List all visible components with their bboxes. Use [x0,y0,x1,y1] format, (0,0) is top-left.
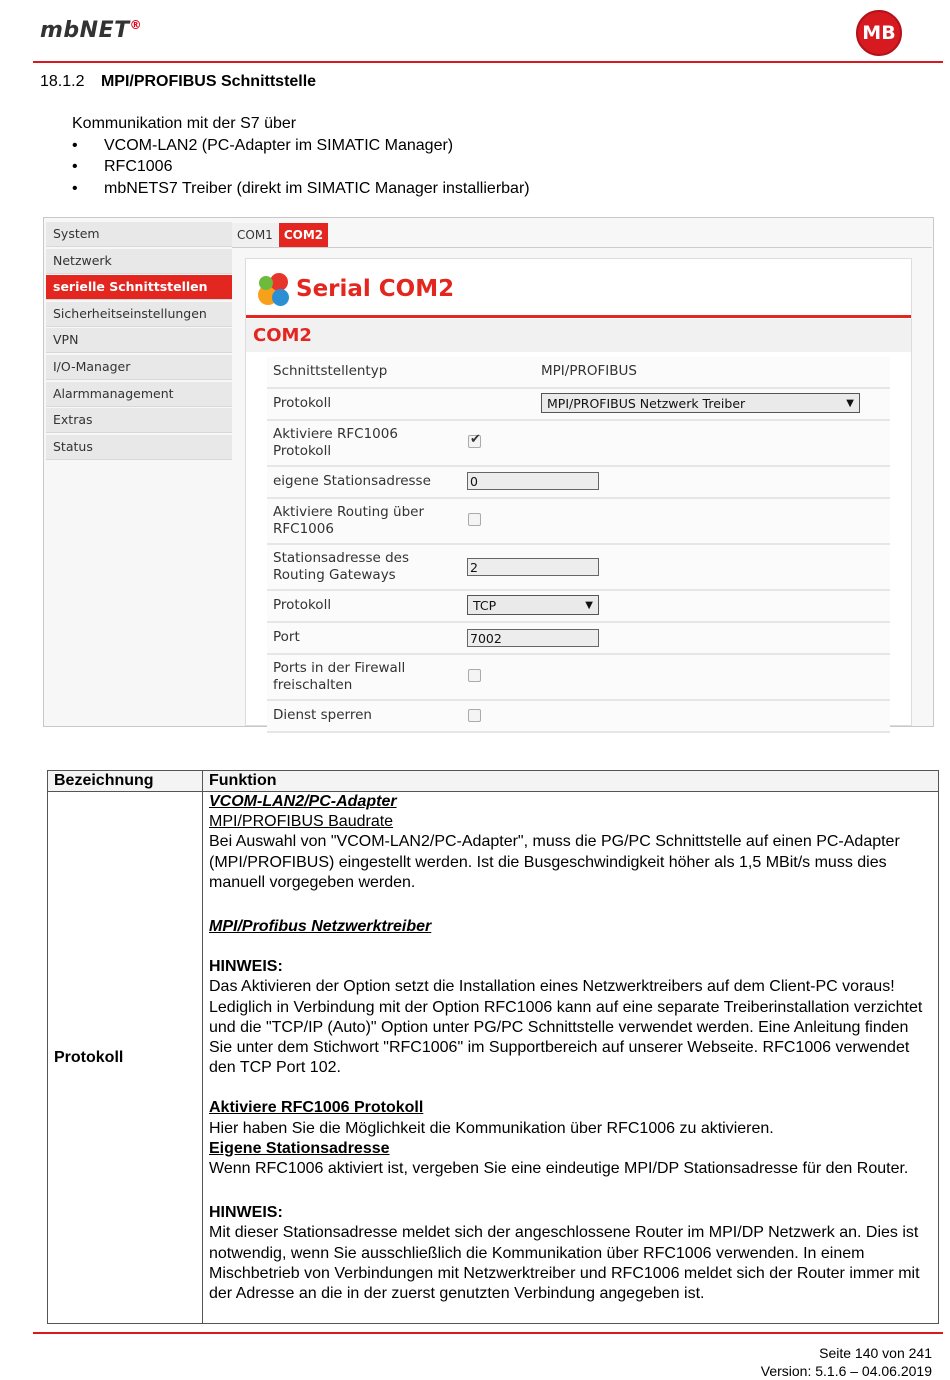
network-driver-heading: MPI/Profibus Netzwerktreiber [209,918,432,936]
content-panel [245,258,912,726]
hint-label: HINWEIS: [209,958,283,976]
sidebar-nav [46,222,232,461]
section-title-com2: COM2 [246,319,911,352]
form-row-station-address [267,467,890,499]
page-title-text: Serial COM2 [296,276,455,302]
row-function-text [203,792,939,1324]
port-input[interactable]: 7002 [467,629,599,647]
section-heading [40,73,316,91]
rfc1006-label: Aktiviere RFC1006 Protokoll [273,426,398,459]
rfc1006-description: Hier haben Sie die Möglichkeit die Kommunikation über RFC1006 zu aktivieren. [209,1119,774,1137]
routing-gateway-label: Stationsadresse des Routing Gateways [273,550,410,583]
tab-bar [232,223,329,247]
dropdown-arrow-icon: ▼ [846,398,854,409]
tab-com2[interactable]: COM2 [279,223,328,247]
station-address-description: Wenn RFC1006 aktiviert ist, vergeben Sie eine eindeutige MPI/DP Stationsadresse für den Router. [209,1160,909,1178]
hint-text: Mit dieser Stationsadresse meldet sich der angeschlossene Router im MPI/DP Netzwerk an. Dies ist notwendig, wenn Sie ausschließlich die Kommunikation über RFC1006 verwenden. In einem Mischbetrieb von Verbindungen mit Netzwerktreiber und RFC1006 meldet sich der Router immer mit der Adresse an die in der zuerst genutzten Verbindung angegeben ist. [209,1224,920,1303]
table-row [48,792,939,1324]
row-name-protokoll: Protokoll [48,792,203,1324]
parameter-table [47,770,939,1324]
hint-label: HINWEIS: [209,1204,283,1222]
hint-text: Das Aktivieren der Option setzt die Installation eines Netzwerktreibers auf dem Client-PC voraus! Lediglich in Verbindung mit der Option RFC1006 kann auf eine separate Treiberinstallation verzichtet und die "TCP/IP (Auto)" Option unter PG/PC Schnittstelle verwendet werden. Eine Anleitung finden Sie unter dem Stichwort "RFC1006" im Supportbereich auf unserer Webseite. RFC1006 verwendet den TCP Port 102. [209,978,923,1077]
routing-checkbox[interactable] [468,513,481,526]
sidebar-item-io-manager[interactable]: I/O-Manager [46,355,232,380]
intro-bullet-list [72,135,530,200]
station-address-label: eigene Stationsadresse [273,473,431,489]
form-row-protocol [267,389,890,421]
page-footer [761,1344,932,1380]
config-screenshot [43,217,934,727]
list-item: • RFC1006 [72,156,530,178]
title-accent-bar [246,315,911,318]
firewall-label: Ports in der Firewall freischalten [273,660,406,693]
form-row-disable-service [267,701,890,733]
transport-protocol-select[interactable] [467,595,599,615]
version-info: Version: 5.1.6 – 04.06.2019 [760,1363,932,1379]
mb-badge-logo: MB [856,10,902,56]
firewall-checkbox[interactable] [468,669,481,682]
vcom-heading: VCOM-LAN2/PC-Adapter [209,793,397,810]
mbnet-logo-mark: ® [129,18,143,32]
column-header-funktion: Funktion [203,771,939,792]
section-title: MPI/PROFIBUS Schnittstelle [100,73,317,90]
dropdown-arrow-icon: ▼ [585,600,593,611]
form-row-routing [267,499,890,545]
disable-service-label: Dienst sperren [273,707,372,723]
rfc1006-heading: Aktiviere RFC1006 Protokoll [209,1099,424,1117]
sidebar-item-vpn[interactable]: VPN [46,328,232,353]
routing-gateway-input[interactable]: 2 [467,558,599,576]
com2-settings-form [267,357,890,733]
transport-protocol-value: TCP [473,598,497,613]
sidebar-item-extras[interactable]: Extras [46,408,232,433]
sidebar-item-netzwerk[interactable]: Netzwerk [46,249,232,274]
form-row-transport-protocol [267,591,890,623]
station-address-heading: Eigene Stationsadresse [209,1139,390,1157]
protocol-select[interactable] [541,393,860,413]
sidebar-item-status[interactable]: Status [46,435,232,460]
port-label: Port [273,629,300,645]
sidebar-item-serielle-schnittstellen[interactable]: serielle Schnittstellen [46,275,232,300]
intro-lead: Kommunikation mit der S7 über [72,115,297,132]
protocol-select-value: MPI/PROFIBUS Netzwerk Treiber [547,396,746,411]
list-item: • mbNETS7 Treiber (direkt im SIMATIC Manager installierbar) [72,178,530,200]
page-title [256,264,454,314]
header-rule [33,61,943,63]
sidebar-item-alarmmanagement[interactable]: Alarmmanagement [46,382,232,407]
mbnet-logo-text: mbNET [40,18,130,43]
page-number: Seite 140 von 241 [819,1345,932,1361]
vcom-description: Bei Auswahl von "VCOM-LAN2/PC-Adapter", muss die PG/PC Schnittstelle auf einen PC-Adapter (MPI/PROFIBUS) eingestellt werden. Ist die Busgeschwindigkeit höher als 1,5 MBit/s muss dies manuell vorgegeben werden. [209,833,900,891]
form-row-firewall [267,655,890,701]
transport-protocol-label: Protokoll [273,597,332,613]
footer-rule [33,1332,943,1334]
form-row-interface-type [267,357,890,389]
sidebar-item-system[interactable]: System [46,222,232,247]
routing-label: Aktiviere Routing über RFC1006 [273,504,425,537]
vcom-baudrate-heading: MPI/PROFIBUS Baudrate [209,813,394,831]
interface-type-value: MPI/PROFIBUS [541,363,637,379]
tab-divider [232,247,932,248]
intro-block [72,113,530,199]
mbnet-logo [40,18,142,43]
station-address-input[interactable]: 0 [467,472,599,490]
rfc1006-checkbox[interactable] [468,432,481,448]
checkmark-icon: ✔ [470,432,481,447]
serial-port-icon [256,271,292,307]
disable-service-checkbox[interactable] [468,709,481,722]
sidebar-item-sicherheitseinstellungen[interactable]: Sicherheitseinstellungen [46,302,232,327]
protocol-label: Protokoll [273,395,332,411]
form-row-port [267,623,890,655]
list-item: • VCOM-LAN2 (PC-Adapter im SIMATIC Manager) [72,135,530,157]
table-header-row [48,771,939,792]
column-header-bezeichnung: Bezeichnung [48,771,203,792]
tab-com1[interactable]: COM1 [232,223,278,247]
form-row-routing-gateway [267,545,890,591]
interface-type-label: Schnittstellentyp [273,363,388,379]
form-row-rfc1006 [267,421,890,467]
section-number: 18.1.2 [40,73,85,90]
